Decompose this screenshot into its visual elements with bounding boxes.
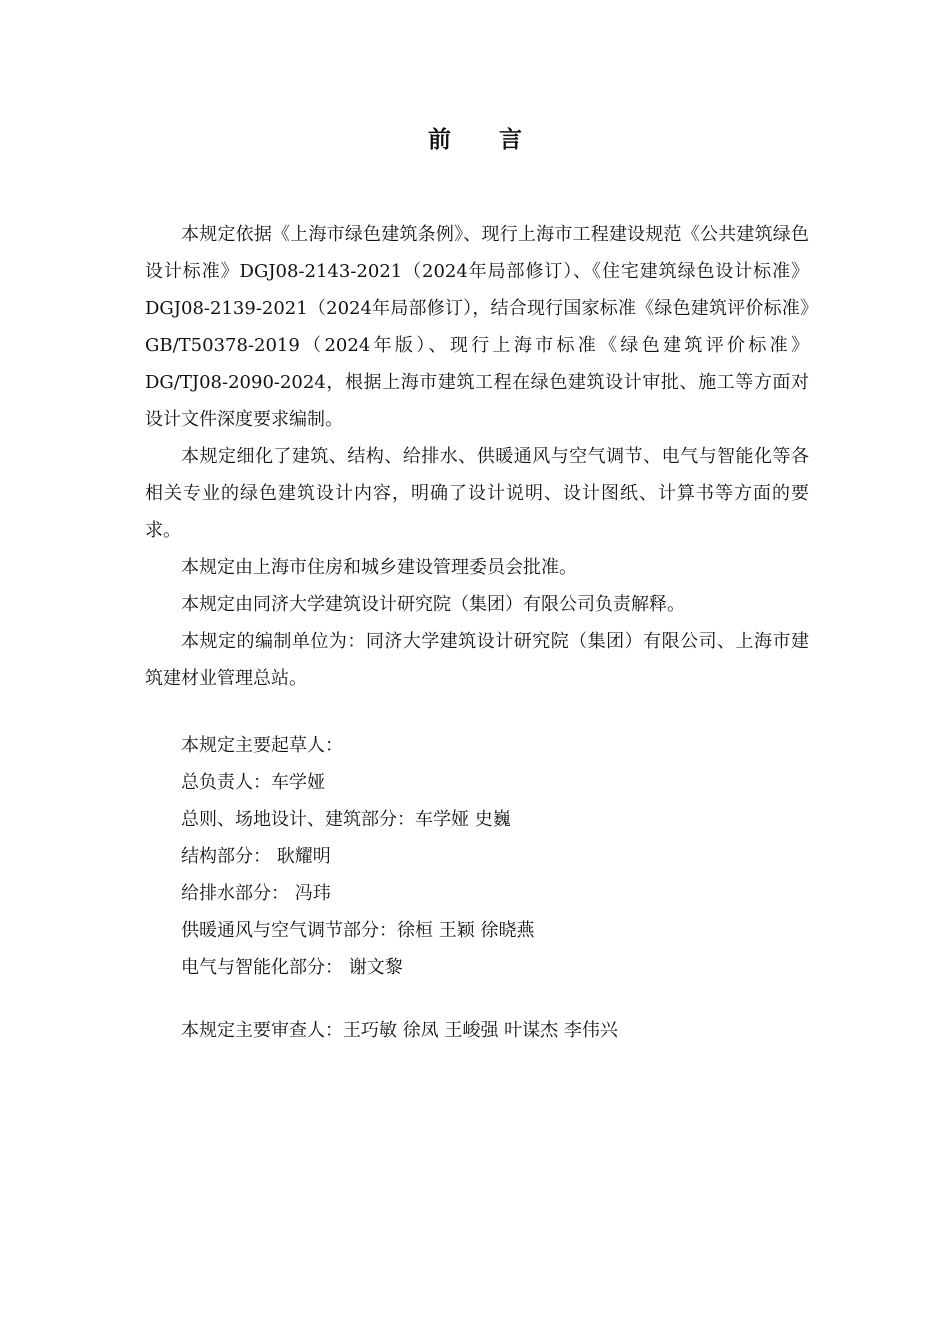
reviewers-line: 本规定主要审查人：王巧敏 徐凤 王峻强 叶谋杰 李伟兴	[181, 1020, 618, 1041]
drafters-heading: 本规定主要起草人：	[181, 735, 343, 756]
drafter-line: 给排水部分： 冯玮	[181, 883, 331, 904]
drafter-line: 电气与智能化部分： 谢文黎	[181, 957, 403, 978]
paragraph-interpretation: 本规定由同济大学建筑设计研究院（集团）有限公司负责解释。	[181, 594, 685, 615]
paragraph-approval: 本规定由上海市住房和城乡建设管理委员会批准。	[181, 557, 577, 578]
drafter-line: 总负责人：车学娅	[181, 772, 325, 793]
paragraph-compiling-units: 本规定的编制单位为：同济大学建筑设计研究院（集团）有限公司、上海市建筑建材业管理总站。	[145, 631, 809, 689]
paragraph-basis: 本规定依据《上海市绿色建筑条例》、现行上海市工程建设规范《公共建筑绿色设计标准》DGJ08-2143-2021（2024年局部修订）、《住宅建筑绿色设计标准》DGJ08-2139-2021（2024年局部修订），结合现行国家标准《绿色建筑评价标准》GB/T50378-2019（2024年版）、现行上海市标准《绿色建筑评价标准》DG/TJ08-2090-2024，根据上海市建筑工程在绿色建筑设计审批、施工等方面对设计文件深度要求编制。	[145, 224, 809, 430]
preface-body	[145, 216, 809, 697]
page-title: 前言	[428, 126, 570, 153]
drafter-line: 供暖通风与空气调节部分：徐桓 王颖 徐晓燕	[181, 920, 535, 941]
drafters-list	[181, 727, 809, 986]
drafter-line: 总则、场地设计、建筑部分：车学娅 史巍	[181, 809, 511, 830]
drafter-line: 结构部分： 耿耀明	[181, 846, 331, 867]
paragraph-scope: 本规定细化了建筑、结构、给排水、供暖通风与空气调节、电气与智能化等各相关专业的绿色建筑设计内容，明确了设计说明、设计图纸、计算书等方面的要求。	[145, 446, 809, 541]
